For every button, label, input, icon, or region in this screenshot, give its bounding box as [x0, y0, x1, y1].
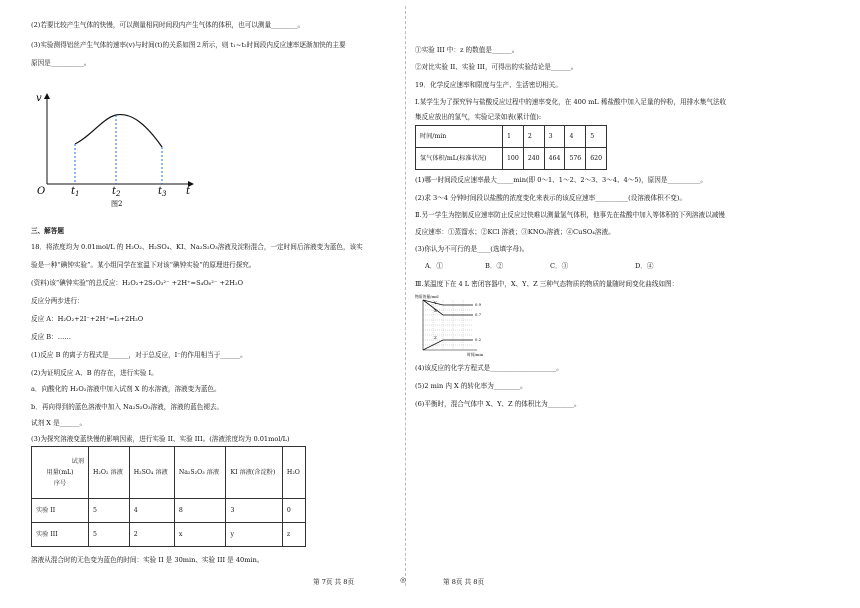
table-cell: 576 — [565, 148, 586, 170]
q18-line7: (1)反应 B 的离子方程式是______，对于总反应，I⁻的作用相当于______。 — [31, 351, 247, 359]
table-cell: 1 — [503, 126, 524, 148]
table-row — [416, 148, 607, 170]
curve-y — [423, 300, 473, 305]
r-line4: 集反应放出的氢气，实验记录如表(累计值): — [415, 113, 542, 121]
table-cell: 2 — [129, 523, 174, 547]
q18-line2: 验是一种“碘钟实验”。某小组同学在室温下对该“碘钟实验”的原理进行探究。 — [31, 261, 256, 269]
svg-text:X: X — [434, 308, 437, 313]
q18-line10: b．再向得到的蓝色溶液中加入 Na₂S₂O₃溶液，溶液的蓝色褪去。 — [31, 403, 224, 411]
table-col-header: Na₂S₂O₃ 溶液 — [174, 447, 226, 499]
table-cell: x — [174, 523, 226, 547]
r-line11: (4)该反应的化学方程式是____________________。 — [415, 364, 563, 372]
table-row — [416, 126, 607, 148]
q3-line2: 原因是__________。 — [31, 59, 91, 67]
svg-text:0.9: 0.9 — [475, 302, 482, 307]
r-line5: (1)哪一时间段反应速率最大_____min(即 0～1、1～2、2～3、3～4、4～5)，原因是__________。 — [415, 176, 708, 184]
table-row-label: 时间/min — [416, 126, 503, 148]
table-cell: 3 — [226, 499, 282, 523]
table-cell: 2 — [523, 126, 544, 148]
origin-label: O — [37, 186, 46, 197]
t-axis-label: t — [186, 186, 191, 197]
r-line6: (2)求 3～4 分钟时间段以盐酸的浓度变化来表示的该反应速率__________(设溶液体积不变)。 — [415, 194, 687, 202]
figure-caption: 图2 — [111, 200, 123, 208]
table-row — [32, 523, 306, 547]
svg-text:0.7: 0.7 — [475, 312, 482, 317]
section-title: 三、解答题 — [31, 227, 64, 235]
table-cell: 100 — [503, 148, 524, 170]
q18-line5: 反应 A：H₂O₂+2I⁻+2H⁺=I₂+2H₂O — [31, 315, 144, 323]
t2-label: $t_2$ — [112, 186, 121, 198]
r-line3: Ⅰ.某学生为了探究锌与盐酸反应过程中的速率变化，在 400 mL 稀盐酸中加入足量的锌粉，用排水集气法收 — [415, 98, 727, 106]
r-line9: (3)你认为不可行的是____(选填字母)。 — [415, 245, 529, 253]
velocity-time-graph — [31, 84, 211, 212]
r-line1: ①实验 III 中：z 的数值是______。 — [415, 46, 519, 54]
table-row — [32, 499, 306, 523]
table-col-header: H₂O₂ 溶液 — [89, 447, 130, 499]
r-line12: (5)2 min 内 X 的转化率为________。 — [415, 382, 527, 390]
q18-line9: a．向酸化的 H₂O₂溶液中加入试剂 X 的水溶液，溶液变为蓝色。 — [31, 385, 221, 393]
option-a: A．① — [425, 262, 443, 270]
svg-text:Y: Y — [434, 300, 437, 305]
table-cell: 8 — [174, 499, 226, 523]
table-cell: z — [282, 523, 305, 547]
r-line13: (6)平衡时，混合气体中 X、Y、Z 的体积比为________。 — [415, 400, 581, 408]
t3-label: $t_3$ — [158, 186, 167, 198]
y-axis-label: v — [36, 93, 42, 104]
column-divider — [405, 6, 406, 586]
q18-line12: (3)为探究溶液变蓝快慢的影响因素，进行实验 II、实验 III。(溶液浓度均为 0.01mol/L) — [31, 435, 290, 443]
table-cell: 4 — [129, 499, 174, 523]
velocity-curve — [75, 115, 162, 147]
q18-line4: 反应分两步进行： — [31, 297, 84, 305]
mini-xlabel: 时间/min — [467, 352, 484, 357]
q2-text: (2)若要比较产生气体的快慢，可以测量相同时间段内产生气体的体积，也可以测量________。 — [31, 21, 305, 29]
table-row-label: 氢气体积/mL(标准状况) — [416, 148, 503, 170]
r-line10: Ⅲ.某温度下在 4 L 密闭容器中，X、Y、Z 三种气态物质的物质的量随时间变化曲线如图： — [415, 280, 679, 288]
table-cell: y — [226, 523, 282, 547]
table-row-label: 实验 II — [32, 499, 89, 523]
r-line8: 反应速率：①蒸馏水；②KCl 溶液；③KNO₃溶液；④CuSO₄溶液。 — [415, 228, 615, 236]
table-cell: 620 — [586, 148, 607, 170]
table-row-label: 实验 III — [32, 523, 89, 547]
amount-time-graph — [415, 292, 505, 358]
table-col-header: H₂O — [282, 447, 305, 499]
table-header-row — [32, 447, 306, 499]
table-cell: 464 — [544, 148, 565, 170]
option-c: C．③ — [550, 262, 569, 270]
table-cell: 5 — [89, 499, 130, 523]
r-line7: Ⅱ.另一学生为控制反应速率防止反应过快难以测量氢气体积，他事先在盐酸中加入等体积的下列溶液以减慢 — [415, 211, 725, 219]
footer-mark: ◎ — [400, 576, 406, 584]
r-line2: ②对比实验 II、实验 III，可得出的实验结论是______。 — [415, 63, 578, 71]
reagent-table — [31, 446, 306, 547]
q19-title: 19．化学反应速率和限度与生产、生活密切相关。 — [415, 81, 562, 89]
svg-text:Z: Z — [434, 335, 437, 340]
t1-label: $t_1$ — [71, 186, 80, 198]
page-number-left: 第 7页 共 8页 — [313, 578, 355, 586]
option-b: B．② — [485, 262, 504, 270]
page-number-right: 第 8页 共 8页 — [443, 578, 485, 586]
table-cell: 240 — [523, 148, 544, 170]
table-cell: 5 — [89, 523, 130, 547]
q18-line6: 反应 B：…… — [31, 333, 71, 341]
table-col-header: H₂SO₄ 溶液 — [129, 447, 174, 499]
table-cell: 0 — [282, 499, 305, 523]
q3-line1: (3)实验测得铝丝产生气体的速率(v)与时间(t)的关系如图２所示，则 t₁~t₂时间段内反应速率逐渐加快的主要 — [31, 41, 346, 49]
table-cell: 5 — [586, 126, 607, 148]
hydrogen-table — [415, 125, 607, 170]
q18-line13: 溶液从混合时的无色变为蓝色的时间：实验 II 是 30min、实验 III 是 40min。 — [31, 556, 264, 564]
table-col-header: KI 溶液(含淀粉) — [226, 447, 282, 499]
q18-line3: (资料)该“碘钟实验”的总反应：H₂O₂+2S₂O₃²⁻ +2H⁺=S₄O₆²⁻ +2H₂O — [31, 279, 244, 287]
q18-line1: 18．将浓度均为 0.01mol/L 的 H₂O₂、H₂SO₄、KI、Na₂S₂O₃溶液及淀粉混合，一定时间后溶液变为蓝色，该实 — [31, 243, 363, 251]
table-cell: 3 — [544, 126, 565, 148]
table-header-corner: 试剂 用量(mL) 序号 — [32, 447, 89, 499]
option-d: D．④ — [635, 262, 654, 270]
mini-ylabel: 物质的量/mol — [415, 294, 439, 299]
svg-text:0.2: 0.2 — [475, 337, 482, 342]
q18-line11: 试剂 X 是______。 — [31, 419, 87, 427]
q18-line8: (2)为证明反应 A、B 的存在，进行实验 I。 — [31, 369, 158, 377]
table-cell: 4 — [565, 126, 586, 148]
